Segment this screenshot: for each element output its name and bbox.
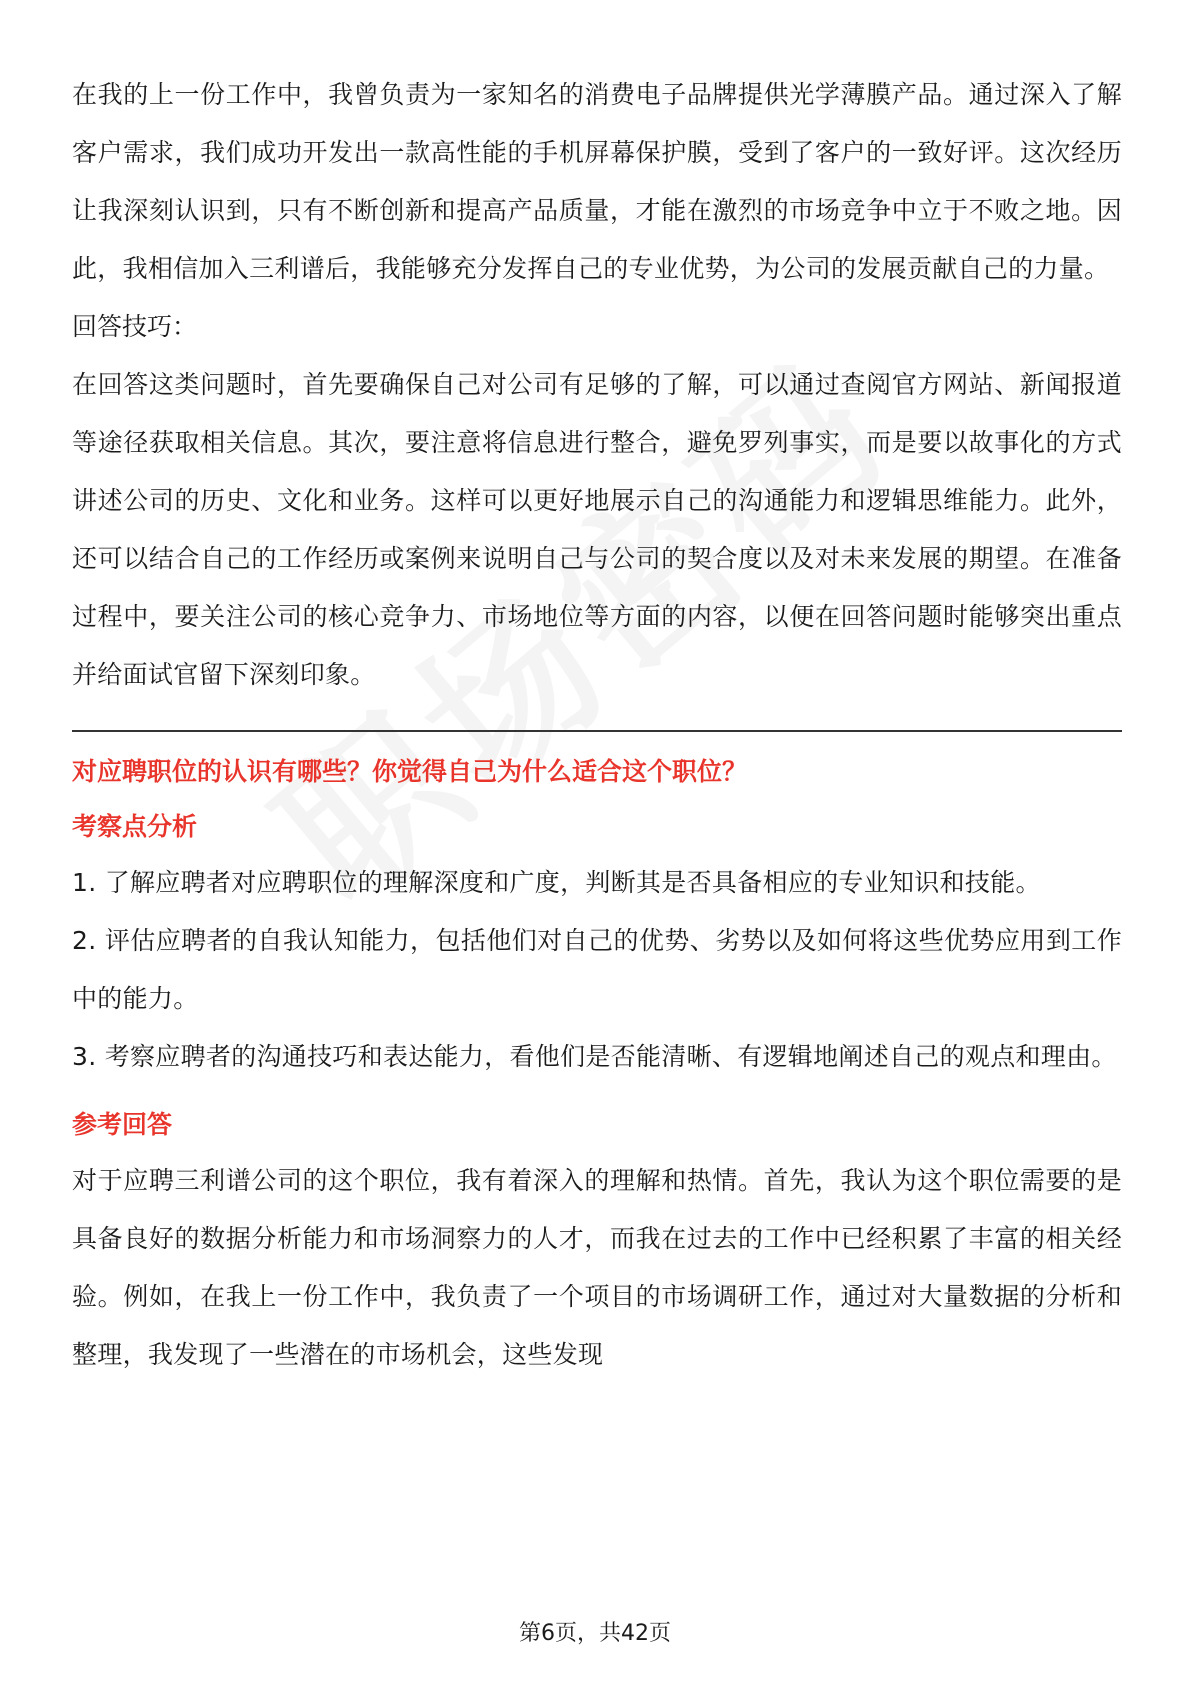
page-content [72,66,1122,1384]
question-title: 对应聘职位的认识有哪些？你觉得自己为什么适合这个职位？ [72,757,748,786]
tips-label: 回答技巧： [72,312,198,341]
analysis-point-2: 2. 评估应聘者的自我认知能力，包括他们对自己的优势、劣势以及如何将这些优势应用到工作中的能力。 [72,926,1122,1013]
analysis-point-1: 1. 了解应聘者对应聘职位的理解深度和广度，判断其是否具备相应的专业知识和技能。 [72,868,1041,897]
section-divider [72,730,1122,732]
analysis-point-3: 3. 考察应聘者的沟通技巧和表达能力，看他们是否能清晰、有逻辑地阐述自己的观点和理由。 [72,1042,1117,1071]
answer-title: 参考回答 [72,1110,173,1139]
answer-paragraph: 对于应聘三利谱公司的这个职位，我有着深入的理解和热情。首先，我认为这个职位需要的是具备良好的数据分析能力和市场洞察力的人才，而我在过去的工作中已经积累了丰富的相关经验。例如，在我上一份工作中，我负责了一个项目的市场调研工作，通过对大量数据的分析和整理，我发现了一些潜在的市场机会，这些发现 [72,1166,1122,1369]
page-number: 第6页，共42页 [519,1621,671,1646]
tips-paragraph: 在回答这类问题时，首先要确保自己对公司有足够的了解，可以通过查阅官方网站、新闻报道等途径获取相关信息。其次，要注意将信息进行整合，避免罗列事实，而是要以故事化的方式讲述公司的历史、文化和业务。这样可以更好地展示自己的沟通能力和逻辑思维能力。此外，还可以结合自己的工作经历或案例来说明自己与公司的契合度以及对未来发展的期望。在准备过程中，要关注公司的核心竞争力、市场地位等方面的内容，以便在回答问题时能够突出重点并给面试官留下深刻印象。 [72,370,1122,689]
intro-paragraph: 在我的上一份工作中，我曾负责为一家知名的消费电子品牌提供光学薄膜产品。通过深入了解客户需求，我们成功开发出一款高性能的手机屏幕保护膜，受到了客户的一致好评。这次经历让我深刻认识到，只有不断创新和提高产品质量，才能在激烈的市场竞争中立于不败之地。因此，我相信加入三利谱后，我能够充分发挥自己的专业优势，为公司的发展贡献自己的力量。 [72,80,1122,283]
analysis-title: 考察点分析 [72,812,198,841]
